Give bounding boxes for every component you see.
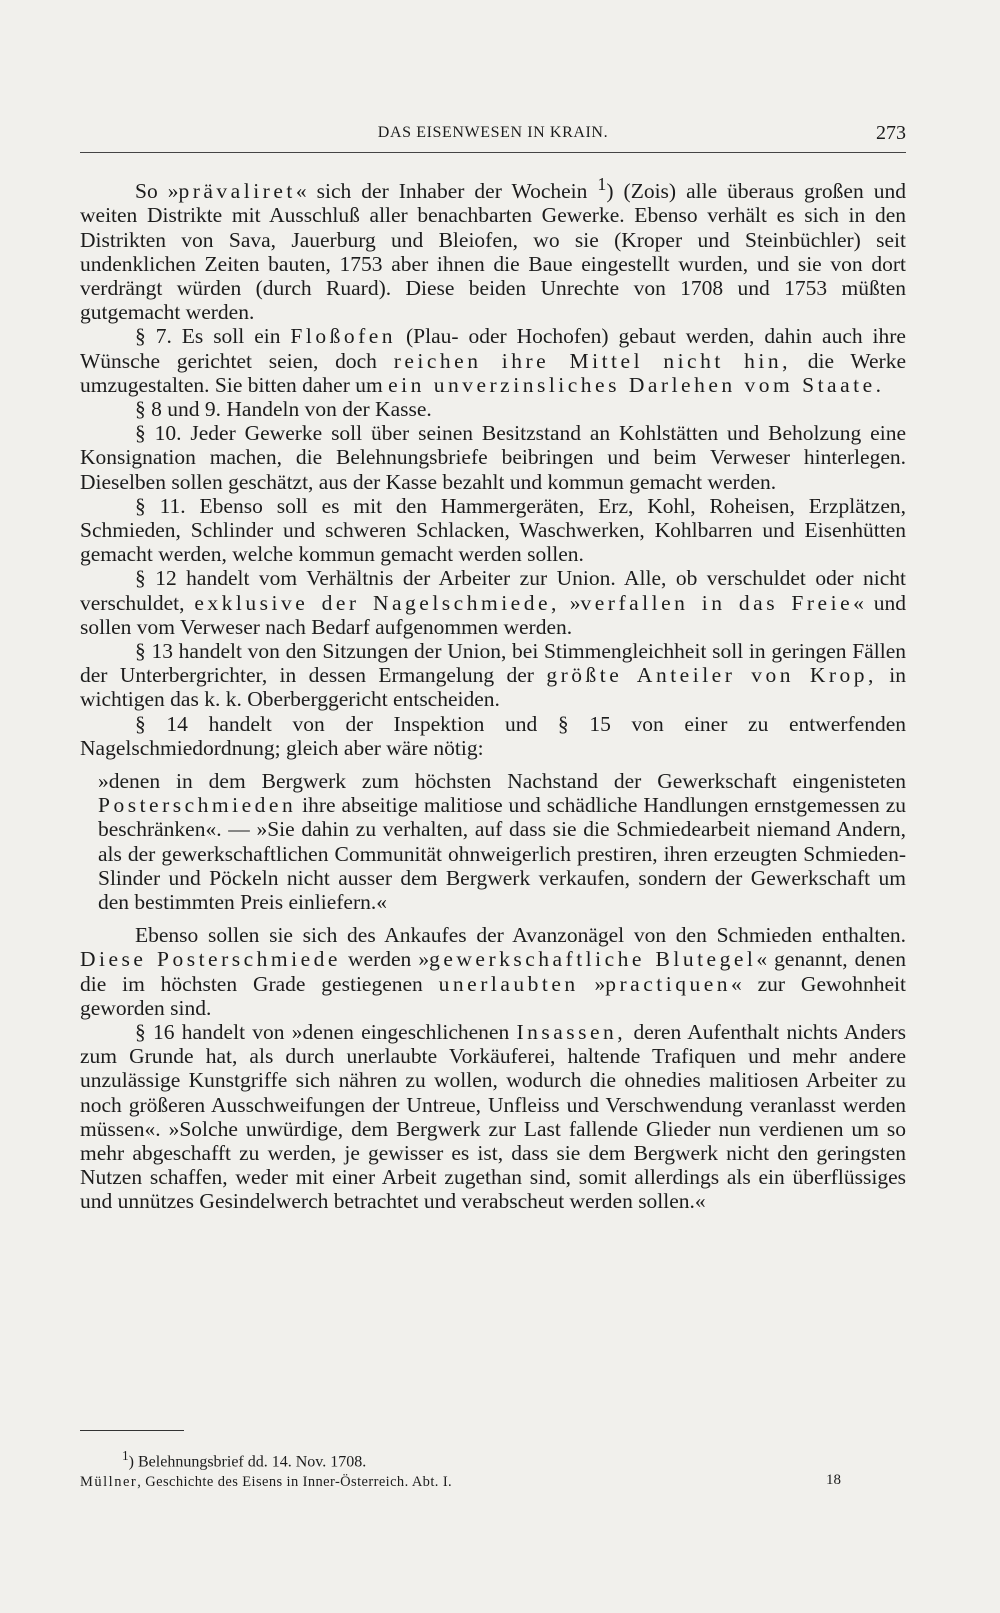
sheet-number: 18 (826, 1472, 841, 1488)
spaced-emphasis: verfallen in das Freie (580, 590, 854, 615)
paragraph-section-7: § 7. Es soll ein Floßofen (Plau- oder Hochofen) gebaut werden, dahin auch ihre Wünsche gerichtet seien, doch reichen ihre Mittel nicht hin, die Werke umzugestalten. Sie bitten daher um ein unverzinsliches Darlehen vom Staate. (80, 324, 906, 397)
spaced-emphasis: gewerkschaftliche Blutegel (429, 947, 757, 972)
paragraph-section-12: § 12 handelt vom Verhältnis der Arbeiter zur Union. Alle, ob verschuldet oder nicht verschuldet, exklusive der Nagelschmiede, »verfallen in das Freie« und sollen vom Verweser nach Bedarf aufgenommen werden. (80, 566, 907, 639)
spaced-emphasis: ein unverzinsliches Darlehen vom Staate. (388, 372, 885, 397)
spaced-emphasis: größte Anteiler von Krop, (546, 663, 877, 688)
spaced-emphasis: reichen ihre Mittel nicht hin, (393, 348, 791, 373)
spaced-emphasis: unerlaubten (438, 971, 579, 996)
paragraph-section-16: § 16 handelt von »denen eingeschlichenen Insassen, deren Aufenthalt nichts Anders zum Grunde hat, als durch unerlaubte Vorkäuferei, haltende Trafiquen und mehr andere unzulässige Kunstgriffe sich nähren zu wollen, wodurch die ohnedies malitiosen Arbeiter zu noch größeren Ausschweifungen der Untreue, Unfleiss und Verschwendung veranlasst werden müssen«. »Solche unwürdige, dem Bergwerk zur Last fallende Glieder nun verdienen um so mehr abgeschafft zu werden, je gewisser es ist, dass sie dem Bergwerk nicht den geringsten Nutzen schaffen, weder mit einer Arbeit zugethan sind, somit allerdings als ein überflüssiges und unnützes Gesindelwerch betrachtet und verabscheut werden sollen.« (80, 1020, 906, 1214)
paragraph-section-13: § 13 handelt von den Sitzungen der Union, bei Stimmengleichheit soll in geringen Fällen der Unterbergrichter, in dessen Ermangelung der größte Anteiler von Krop, in wichtigen das k. k. Oberberggericht entscheiden. (80, 639, 906, 712)
footnote-rule (80, 1430, 184, 1431)
paragraph-section-8-9: § 8 und 9. Handeln von der Kasse. (135, 396, 432, 421)
footnote-marker: 1 (122, 1448, 129, 1463)
page-number: 273 (876, 122, 906, 144)
block-quote: »denen in dem Bergwerk zum höchsten Nachstand der Gewerkschaft eingenisteten Posterschmieden ihre abseitige malitiose und schädliche Handlungen ernstgemessen zu beschränken«. — »Sie dahin zu verhalten, auf dass sie die Schmiedearbeit niemand Andern, als der gewerkschaftlichen Communität ohnweigerlich prestiren, ihren erzeugten Schmieden-Slinder und Pöckeln nicht ausser dem Bergwerk verkaufen, sondern der Gewerkschaft um den bestimmten Preis einliefern.« (98, 769, 906, 915)
paragraph-posterschmiede: Ebenso sollen sie sich des Ankaufes der Avanzonägel von den Schmieden enthalten. Diese Posterschmiede werden »gewerkschaftliche Blutegel« genannt, denen die im höchsten Grade gestiegenen unerlaubten »practiquen« zur Gewohnheit geworden sind. (80, 923, 907, 1020)
paragraph-section-10: § 10. Jeder Gewerke soll über seinen Besitzstand an Kohlstätten und Beholzung eine Konsignation machen, die Belehnungsbriefe beibringen und beim Verweser hinterlegen. Dieselben sollen geschätzt, aus der Kasse bezahlt und kommun gemacht werden. (80, 421, 906, 494)
spaced-emphasis: Posterschmieden (98, 793, 297, 818)
signature-line (80, 1474, 452, 1491)
spaced-emphasis: practiquen (605, 971, 732, 996)
footnote-text: ) Belehnungsbrief dd. 14. Nov. 1708. (128, 1453, 367, 1471)
author-name: Müllner (80, 1474, 138, 1490)
book-title: , Geschichte des Eisens in Inner-Österreich. Abt. I. (137, 1474, 453, 1490)
body-text (80, 172, 906, 1214)
paragraph-section-14-15: § 14 handelt von der Inspektion und § 15 von einer zu entwerfenden Nagelschmiedordnung; gleich aber wäre nötig: (80, 711, 906, 760)
spaced-emphasis: Floßofen (290, 324, 397, 349)
page-header (80, 118, 906, 150)
footnote-ref: 1 (597, 174, 607, 194)
paragraph-1: So »prävaliret« sich der Inhaber der Wochein $^1$) (Zois) alle überaus großen und weiten Distrikte mit Ausschluß aller benachbarten Gewerke. Ebenso verhält es sich in den Distrikten von Sava, Jauerburg und Bleiofen, wo sie (Kroper und Steinbüchler) seit undenklichen Zeiten bauten, 1753 aber ihnen die Baue eingestellt wurden, und sie von dort verdrängt würden (durch Ruard). Diese beiden Unrechte von 1708 und 1753 müßten gutgemacht werden. (80, 174, 906, 325)
paragraph-section-11: § 11. Ebenso soll es mit den Hammergeräten, Erz, Kohl, Roheisen, Erzplätzen, Schmieden, Schlinder und schweren Schlacken, Waschwerken, Kohlbarren und Eisenhütten gemacht werden, welche kommun gemacht werden sollen. (80, 493, 906, 567)
spaced-emphasis: exklusive der Nagelschmiede, (194, 590, 560, 615)
spaced-emphasis: Diese Posterschmiede (80, 947, 341, 972)
spaced-emphasis: Insassen, (516, 1020, 627, 1045)
footnote (122, 1448, 366, 1471)
spaced-emphasis: prävaliret (178, 179, 296, 204)
running-title: DAS EISENWESEN IN KRAIN. (377, 124, 609, 141)
header-rule (80, 152, 906, 153)
